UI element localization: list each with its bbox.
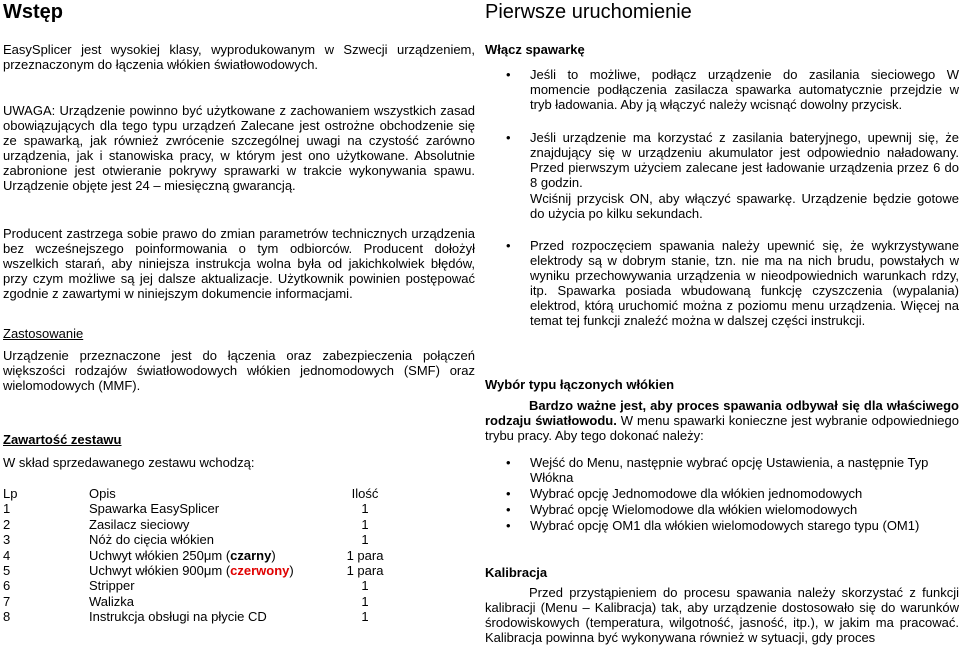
row-opis: Stripper [89, 578, 135, 594]
color-label: czarny [230, 547, 272, 563]
table-header-row [3, 486, 395, 501]
contents-heading: Zawartość zestawu [3, 432, 122, 447]
warning-text-cont: Absolutnie zabronione jest otwieranie pokrywy sprawarki w trakcie wykonywania spawu. Urządzenie objęte jest 24 – miesięczną gwarancją. [3, 148, 475, 193]
contents-intro: W skład sprzedawanego zestawu wchodzą: [3, 455, 255, 470]
row-qty: 1 [361, 609, 369, 625]
color-label: czerwony [230, 562, 290, 578]
list-item: • Przed rozpoczęciem spawania należy upewnić się, że wykrzystywane elektrody są w dobrym stanie, tzn. nie ma na nich brudu, powstałych w wyniku przechowywania urządzenia w nieodpowiednich warunkach rdzy, itp. Spawarka posiada wbudowaną funkcję czyszczenia (wypalania) elektrod, którą uruchomić można z poziomu menu urządzenia. Więcej na temat tej funkcji znaleźć można w dalszej części instrukcji. [506, 238, 959, 328]
row-opis: Spawarka EasySplicer [89, 501, 220, 517]
section-title-pierwsze-uruchomienie: Pierwsze uruchomienie [485, 1, 692, 23]
fiber-type-paragraph: Bardzo ważne jest, aby proces spawania odbywał się dla właściwego rodzaju światłowodu. W menu spawarki konieczne jest wybranie odpowiedniego trybu pracy. Aby tego dokonać należy: [485, 398, 959, 443]
header-ilosc: Ilość [351, 486, 379, 501]
row-lp: 3 [3, 532, 11, 548]
row-qty: 1 [361, 501, 369, 517]
row-qty: 1 para [346, 562, 384, 578]
table-row [3, 594, 395, 609]
row-opis: Uchwyt włókien 900μm (czerwony) [89, 562, 294, 578]
right-column [485, 0, 959, 645]
row-lp: 5 [3, 562, 11, 578]
contents-table [3, 486, 395, 625]
row-opis: Instrukcja obsługi na płycie CD [89, 609, 267, 625]
row-opis: Zasilacz sieciowy [89, 516, 190, 532]
list-item: • Wybrać opcję Jednomodowe dla włókien jednomodowych [506, 486, 863, 501]
table-row [3, 517, 395, 532]
header-opis: Opis [89, 486, 116, 501]
table-row [3, 532, 395, 547]
calibration-paragraph: Przed przystąpieniem do procesu spawania należy skorzystać z funkcji kalibracji (Menu – Kalibracja) tak, aby urządzenie dostosowało się do warunków środowiskowych (temperatura, wilgotność, jasność, itp.), w jakim ma pracować. Kalibracja powinna być wykonywana również w sytuacji, gdy proces [485, 585, 959, 645]
row-opis: Uchwyt włókien 250μm (czarny) [89, 547, 276, 563]
list-item: • Jeśli to możliwe, podłącz urządzenie do zasilania sieciowego W momencie podłączenia zasilacza spawarka automatycznie przejdzie w tryb ładowania. Aby ją włączyć należy wcisnąć dowolny przycisk. [506, 67, 959, 112]
power-heading: Włącz spawarkę [485, 42, 585, 57]
row-lp: 8 [3, 609, 11, 625]
row-opis: Walizka [89, 593, 135, 609]
section-title-wstep: Wstęp [3, 1, 63, 23]
list-item: • Wybrać opcję OM1 dla włókien wielomodowych starego typu (OM1) [506, 518, 920, 533]
list-item: • Wybrać opcję Wielomodowe dla włókien wielomodowych [506, 502, 858, 517]
intro-paragraph: EasySplicer jest wysokiej klasy, wyprodukowanym w Szwecji urządzeniem, przeznaczonym do łączenia włókien światłowodowych. [3, 42, 475, 72]
row-lp: 4 [3, 547, 11, 563]
row-lp: 1 [3, 501, 11, 517]
row-opis: Nóż do cięcia włókien [89, 532, 215, 548]
row-qty: 1 [361, 532, 369, 548]
table-row [3, 609, 395, 624]
table-row [3, 548, 395, 563]
row-lp: 7 [3, 593, 11, 609]
usage-heading: Zastosowanie [3, 326, 84, 341]
list-item: • Jeśli urządzenie ma korzystać z zasilania bateryjnego, upewnij się, że znajdujący się w urządzeniu akumulator jest odpowiednio naładowany. Przed pierwszym użyciem zalecane jest ładowanie urządzenia przez 6 do 8 godzin. [506, 130, 959, 190]
calibration-heading: Kalibracja [485, 565, 548, 580]
usage-paragraph: Urządzenie przeznaczone jest do łączenia oraz zabezpieczenia połączeń większości rodzajów światłowodowych włókien jednomodowych (SMF) oraz wielomodowych (MMF). [3, 348, 475, 393]
row-lp: 2 [3, 516, 11, 532]
row-qty: 1 para [346, 547, 384, 563]
warning-text: UWAGA: Urządzenie powinno być użytkowane z zachowaniem wszystkich zasad obowiązujących dla tego typu urządzeń Zalecane jest ostrożne obchodzenie się ze spawarką, jak również zwrócenie szczególnej uwagi na czystość zarówno urządzenia, jak i stanowiska pracy, w którym jest ono użytkowane. [3, 103, 475, 163]
list-item: Wciśnij przycisk ON, aby włączyć spawarkę. Urządzenie będzie gotowe do użycia po kilku sekundach. [530, 191, 959, 221]
fiber-type-heading: Wybór typu łączonych włókien [485, 377, 675, 392]
row-lp: 6 [3, 578, 11, 594]
row-qty: 1 [361, 593, 369, 609]
producer-paragraph: Producent zastrzega sobie prawo do zmian parametrów technicznych urządzenia bez wcześnejszego poinformowania o tym odbiorców. Producent dołożył wszelkich starań, aby niniejsza instrukcja wolna była od jakichkolwiek błędów, przy czym możliwe są jej dalsze aktualizacje. Użytkownik powinien postępować zgodnie z zawartymi w niniejszym dokumencie informacjami. [3, 226, 475, 301]
list-item: • Wejść do Menu, następnie wybrać opcję Ustawienia, a następnie Typ Włókna [506, 455, 929, 485]
table-row [3, 563, 395, 578]
left-column [3, 0, 475, 625]
table-row [3, 501, 395, 516]
header-lp: Lp [3, 486, 18, 501]
table-row [3, 578, 395, 593]
row-qty: 1 [361, 578, 369, 594]
row-qty: 1 [361, 516, 369, 532]
warning-paragraph [3, 103, 475, 193]
